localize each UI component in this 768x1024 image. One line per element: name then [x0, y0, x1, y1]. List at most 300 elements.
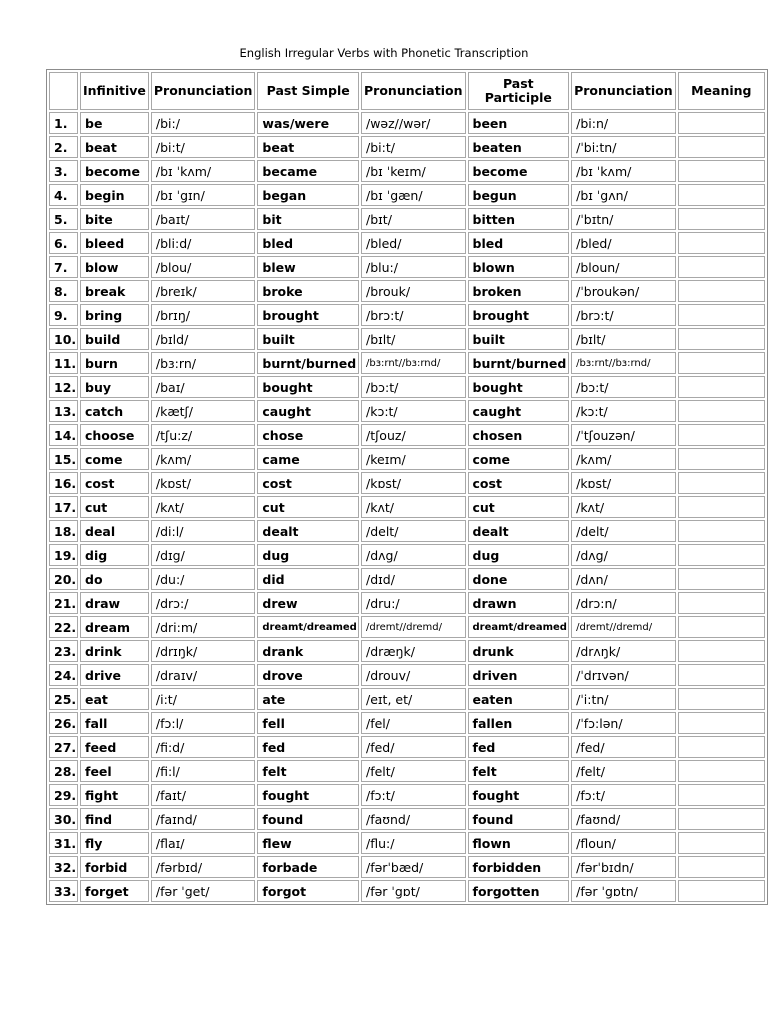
- cell-past-simple-pronunciation: /bɔ:t/: [361, 376, 466, 398]
- cell-past-participle: cost: [468, 472, 570, 494]
- table-row: [49, 784, 765, 806]
- cell-past-simple-pronunciation: /blu:/: [361, 256, 466, 278]
- table-row: [49, 280, 765, 302]
- cell-meaning: [678, 856, 765, 878]
- cell-past-simple-pronunciation: /bɪlt/: [361, 328, 466, 350]
- cell-infinitive-pronunciation: /bi:t/: [151, 136, 256, 158]
- cell-past-simple: bought: [257, 376, 359, 398]
- cell-past-simple-pronunciation: /dræŋk/: [361, 640, 466, 662]
- cell-infinitive-pronunciation: /fər ˈget/: [151, 880, 256, 902]
- cell-past-participle: chosen: [468, 424, 570, 446]
- cell-past-participle-pronunciation: /brɔ:t/: [571, 304, 676, 326]
- cell-past-participle-pronunciation: /kʌt/: [571, 496, 676, 518]
- cell-past-simple: drank: [257, 640, 359, 662]
- cell-meaning: [678, 424, 765, 446]
- cell-infinitive: find: [80, 808, 149, 830]
- cell-meaning: [678, 664, 765, 686]
- cell-past-simple-pronunciation: /kɒst/: [361, 472, 466, 494]
- cell-past-simple-pronunciation: /bɜ:rnt//bɜ:rnd/: [361, 352, 466, 374]
- cell-meaning: [678, 496, 765, 518]
- cell-row-number: 31.: [49, 832, 78, 854]
- cell-past-participle: fed: [468, 736, 570, 758]
- cell-past-participle: fought: [468, 784, 570, 806]
- cell-past-simple: cut: [257, 496, 359, 518]
- cell-past-simple-pronunciation: /fərˈbæd/: [361, 856, 466, 878]
- cell-meaning: [678, 400, 765, 422]
- header-number: [49, 72, 78, 110]
- cell-meaning: [678, 832, 765, 854]
- cell-past-participle: become: [468, 160, 570, 182]
- cell-infinitive: burn: [80, 352, 149, 374]
- cell-infinitive-pronunciation: /kʌm/: [151, 448, 256, 470]
- cell-past-simple-pronunciation: /faʊnd/: [361, 808, 466, 830]
- cell-past-simple: broke: [257, 280, 359, 302]
- table-row: [49, 640, 765, 662]
- cell-infinitive-pronunciation: /fərbɪd/: [151, 856, 256, 878]
- table-row: [49, 232, 765, 254]
- cell-past-simple-pronunciation: /bɪ ˈgæn/: [361, 184, 466, 206]
- cell-past-simple: built: [257, 328, 359, 350]
- cell-past-participle-pronunciation: /kʌm/: [571, 448, 676, 470]
- cell-past-simple-pronunciation: /bɪt/: [361, 208, 466, 230]
- cell-infinitive: dream: [80, 616, 149, 638]
- cell-past-simple: fought: [257, 784, 359, 806]
- cell-meaning: [678, 184, 765, 206]
- table-row: [49, 736, 765, 758]
- cell-meaning: [678, 880, 765, 902]
- cell-past-participle: built: [468, 328, 570, 350]
- cell-meaning: [678, 448, 765, 470]
- cell-row-number: 19.: [49, 544, 78, 566]
- cell-row-number: 15.: [49, 448, 78, 470]
- cell-row-number: 7.: [49, 256, 78, 278]
- header-past-simple-pronunciation: Pronunciation: [361, 72, 466, 110]
- cell-past-participle: blown: [468, 256, 570, 278]
- cell-past-simple: bled: [257, 232, 359, 254]
- cell-infinitive-pronunciation: /du:/: [151, 568, 256, 590]
- table-row: [49, 688, 765, 710]
- cell-past-participle: found: [468, 808, 570, 830]
- cell-past-participle-pronunciation: /dʌg/: [571, 544, 676, 566]
- cell-row-number: 21.: [49, 592, 78, 614]
- cell-past-participle-pronunciation: /faʊnd/: [571, 808, 676, 830]
- table-row: [49, 808, 765, 830]
- cell-meaning: [678, 160, 765, 182]
- cell-infinitive: deal: [80, 520, 149, 542]
- table-row: [49, 208, 765, 230]
- cell-infinitive-pronunciation: /brɪŋ/: [151, 304, 256, 326]
- cell-infinitive-pronunciation: /kɒst/: [151, 472, 256, 494]
- cell-row-number: 27.: [49, 736, 78, 758]
- table-row: [49, 472, 765, 494]
- cell-past-participle: broken: [468, 280, 570, 302]
- cell-past-participle-pronunciation: /bled/: [571, 232, 676, 254]
- table-row: [49, 568, 765, 590]
- cell-past-simple: came: [257, 448, 359, 470]
- cell-row-number: 5.: [49, 208, 78, 230]
- cell-past-participle-pronunciation: /ˈdrɪvən/: [571, 664, 676, 686]
- cell-meaning: [678, 520, 765, 542]
- cell-row-number: 4.: [49, 184, 78, 206]
- cell-past-participle-pronunciation: /fər ˈgɒtn/: [571, 880, 676, 902]
- cell-past-participle: driven: [468, 664, 570, 686]
- cell-past-participle-pronunciation: /ˈbi:tn/: [571, 136, 676, 158]
- cell-past-participle-pronunciation: /dremt//dremd/: [571, 616, 676, 638]
- cell-row-number: 33.: [49, 880, 78, 902]
- table-row: [49, 160, 765, 182]
- table-row: [49, 616, 765, 638]
- cell-past-simple: beat: [257, 136, 359, 158]
- cell-past-participle: forbidden: [468, 856, 570, 878]
- table-body: [49, 112, 765, 902]
- cell-meaning: [678, 304, 765, 326]
- table-row: [49, 424, 765, 446]
- cell-row-number: 2.: [49, 136, 78, 158]
- cell-past-participle: been: [468, 112, 570, 134]
- cell-infinitive-pronunciation: /kætʃ/: [151, 400, 256, 422]
- table-row: [49, 520, 765, 542]
- cell-past-simple: dealt: [257, 520, 359, 542]
- cell-past-participle-pronunciation: /bɪlt/: [571, 328, 676, 350]
- cell-past-simple: was/were: [257, 112, 359, 134]
- cell-infinitive-pronunciation: /drɪŋk/: [151, 640, 256, 662]
- header-past-participle: Past Participle: [468, 72, 570, 110]
- cell-infinitive: eat: [80, 688, 149, 710]
- table-row: [49, 760, 765, 782]
- cell-past-participle-pronunciation: /bɪ ˈkʌm/: [571, 160, 676, 182]
- cell-infinitive: break: [80, 280, 149, 302]
- cell-row-number: 9.: [49, 304, 78, 326]
- cell-row-number: 24.: [49, 664, 78, 686]
- cell-past-participle-pronunciation: /fɔ:t/: [571, 784, 676, 806]
- irregular-verbs-table: [47, 70, 767, 904]
- cell-row-number: 13.: [49, 400, 78, 422]
- cell-past-participle: dealt: [468, 520, 570, 542]
- cell-row-number: 30.: [49, 808, 78, 830]
- cell-past-participle-pronunciation: /felt/: [571, 760, 676, 782]
- cell-infinitive: feel: [80, 760, 149, 782]
- cell-past-simple: bit: [257, 208, 359, 230]
- cell-past-participle-pronunciation: /ˈfɔ:lən/: [571, 712, 676, 734]
- cell-past-simple-pronunciation: /kɔ:t/: [361, 400, 466, 422]
- cell-past-participle: bitten: [468, 208, 570, 230]
- cell-past-participle-pronunciation: /kɒst/: [571, 472, 676, 494]
- cell-infinitive-pronunciation: /baɪ/: [151, 376, 256, 398]
- cell-past-simple-pronunciation: /felt/: [361, 760, 466, 782]
- cell-past-simple-pronunciation: /dʌg/: [361, 544, 466, 566]
- cell-past-simple: chose: [257, 424, 359, 446]
- cell-infinitive-pronunciation: /drɔ:/: [151, 592, 256, 614]
- table-row: [49, 328, 765, 350]
- cell-infinitive-pronunciation: /i:t/: [151, 688, 256, 710]
- cell-past-simple-pronunciation: /fɔ:t/: [361, 784, 466, 806]
- cell-past-participle: caught: [468, 400, 570, 422]
- cell-past-participle: drunk: [468, 640, 570, 662]
- cell-past-participle: fallen: [468, 712, 570, 734]
- cell-infinitive-pronunciation: /blou/: [151, 256, 256, 278]
- cell-past-participle: cut: [468, 496, 570, 518]
- cell-infinitive: drive: [80, 664, 149, 686]
- cell-meaning: [678, 544, 765, 566]
- cell-past-simple-pronunciation: /fel/: [361, 712, 466, 734]
- cell-past-simple-pronunciation: /bled/: [361, 232, 466, 254]
- cell-past-participle-pronunciation: /dʌn/: [571, 568, 676, 590]
- cell-row-number: 12.: [49, 376, 78, 398]
- cell-infinitive-pronunciation: /bɜ:rn/: [151, 352, 256, 374]
- cell-past-participle: felt: [468, 760, 570, 782]
- table-header-row: [49, 72, 765, 110]
- cell-past-participle-pronunciation: /bi:n/: [571, 112, 676, 134]
- cell-past-participle: beaten: [468, 136, 570, 158]
- cell-row-number: 11.: [49, 352, 78, 374]
- header-infinitive-pronunciation: Pronunciation: [151, 72, 256, 110]
- header-infinitive: Infinitive: [80, 72, 149, 110]
- cell-meaning: [678, 736, 765, 758]
- cell-row-number: 22.: [49, 616, 78, 638]
- cell-infinitive: dig: [80, 544, 149, 566]
- cell-past-simple-pronunciation: /fed/: [361, 736, 466, 758]
- cell-past-simple: felt: [257, 760, 359, 782]
- cell-past-participle: burnt/burned: [468, 352, 570, 374]
- header-past-simple: Past Simple: [257, 72, 359, 110]
- cell-row-number: 6.: [49, 232, 78, 254]
- cell-past-simple: brought: [257, 304, 359, 326]
- cell-meaning: [678, 232, 765, 254]
- cell-infinitive: fall: [80, 712, 149, 734]
- cell-past-simple-pronunciation: /brɔ:t/: [361, 304, 466, 326]
- cell-infinitive: buy: [80, 376, 149, 398]
- cell-past-simple-pronunciation: /eɪt, et/: [361, 688, 466, 710]
- cell-meaning: [678, 328, 765, 350]
- cell-infinitive-pronunciation: /bli:d/: [151, 232, 256, 254]
- cell-past-simple-pronunciation: /brouk/: [361, 280, 466, 302]
- cell-past-participle: done: [468, 568, 570, 590]
- table-row: [49, 448, 765, 470]
- cell-past-simple-pronunciation: /wəz//wər/: [361, 112, 466, 134]
- cell-row-number: 25.: [49, 688, 78, 710]
- cell-meaning: [678, 688, 765, 710]
- table-row: [49, 856, 765, 878]
- cell-past-participle-pronunciation: /ˈi:tn/: [571, 688, 676, 710]
- table-row: [49, 256, 765, 278]
- cell-meaning: [678, 136, 765, 158]
- cell-past-simple-pronunciation: /dɪd/: [361, 568, 466, 590]
- cell-past-simple-pronunciation: /dru:/: [361, 592, 466, 614]
- cell-past-simple-pronunciation: /tʃouz/: [361, 424, 466, 446]
- cell-past-simple: did: [257, 568, 359, 590]
- cell-past-participle-pronunciation: /bloun/: [571, 256, 676, 278]
- cell-past-simple: blew: [257, 256, 359, 278]
- cell-meaning: [678, 784, 765, 806]
- cell-past-simple: burnt/burned: [257, 352, 359, 374]
- cell-row-number: 26.: [49, 712, 78, 734]
- cell-past-participle-pronunciation: /bɜ:rnt//bɜ:rnd/: [571, 352, 676, 374]
- cell-infinitive-pronunciation: /flaɪ/: [151, 832, 256, 854]
- cell-past-participle: dreamt/dreamed: [468, 616, 570, 638]
- cell-infinitive: bring: [80, 304, 149, 326]
- cell-infinitive: come: [80, 448, 149, 470]
- table-row: [49, 496, 765, 518]
- table-row: [49, 832, 765, 854]
- cell-meaning: [678, 472, 765, 494]
- table-row: [49, 376, 765, 398]
- cell-infinitive: forget: [80, 880, 149, 902]
- cell-past-participle-pronunciation: /ˈbɪtn/: [571, 208, 676, 230]
- cell-past-participle-pronunciation: /ˈbroukən/: [571, 280, 676, 302]
- table-row: [49, 184, 765, 206]
- cell-past-participle: dug: [468, 544, 570, 566]
- cell-past-participle: forgotten: [468, 880, 570, 902]
- cell-row-number: 29.: [49, 784, 78, 806]
- cell-row-number: 32.: [49, 856, 78, 878]
- cell-past-participle-pronunciation: /kɔ:t/: [571, 400, 676, 422]
- cell-infinitive: be: [80, 112, 149, 134]
- cell-meaning: [678, 352, 765, 374]
- cell-past-simple: forgot: [257, 880, 359, 902]
- cell-infinitive: do: [80, 568, 149, 590]
- cell-row-number: 16.: [49, 472, 78, 494]
- cell-past-participle: begun: [468, 184, 570, 206]
- cell-past-simple-pronunciation: /drouv/: [361, 664, 466, 686]
- cell-past-simple-pronunciation: /dremt//dremd/: [361, 616, 466, 638]
- cell-past-simple-pronunciation: /fər ˈgɒt/: [361, 880, 466, 902]
- cell-infinitive-pronunciation: /di:l/: [151, 520, 256, 542]
- cell-infinitive: become: [80, 160, 149, 182]
- cell-infinitive-pronunciation: /tʃu:z/: [151, 424, 256, 446]
- cell-past-participle: brought: [468, 304, 570, 326]
- cell-infinitive-pronunciation: /dɪg/: [151, 544, 256, 566]
- cell-infinitive: drink: [80, 640, 149, 662]
- cell-meaning: [678, 208, 765, 230]
- cell-past-simple: caught: [257, 400, 359, 422]
- cell-infinitive: feed: [80, 736, 149, 758]
- cell-infinitive: bleed: [80, 232, 149, 254]
- cell-past-simple-pronunciation: /bi:t/: [361, 136, 466, 158]
- cell-infinitive: draw: [80, 592, 149, 614]
- cell-infinitive-pronunciation: /bɪld/: [151, 328, 256, 350]
- cell-past-participle: bought: [468, 376, 570, 398]
- cell-past-simple-pronunciation: /bɪ ˈkeɪm/: [361, 160, 466, 182]
- cell-infinitive: choose: [80, 424, 149, 446]
- cell-infinitive: forbid: [80, 856, 149, 878]
- cell-past-participle-pronunciation: /fərˈbɪdn/: [571, 856, 676, 878]
- table-row: [49, 880, 765, 902]
- cell-past-participle-pronunciation: /floun/: [571, 832, 676, 854]
- cell-row-number: 1.: [49, 112, 78, 134]
- cell-meaning: [678, 592, 765, 614]
- cell-past-simple-pronunciation: /kʌt/: [361, 496, 466, 518]
- cell-infinitive-pronunciation: /draɪv/: [151, 664, 256, 686]
- table-row: [49, 112, 765, 134]
- cell-infinitive: build: [80, 328, 149, 350]
- cell-row-number: 20.: [49, 568, 78, 590]
- table-row: [49, 136, 765, 158]
- cell-meaning: [678, 256, 765, 278]
- cell-past-participle-pronunciation: /bɔ:t/: [571, 376, 676, 398]
- cell-past-simple: cost: [257, 472, 359, 494]
- cell-row-number: 23.: [49, 640, 78, 662]
- table-row: [49, 400, 765, 422]
- cell-past-simple: ate: [257, 688, 359, 710]
- cell-past-participle-pronunciation: /bɪ ˈgʌn/: [571, 184, 676, 206]
- cell-infinitive: bite: [80, 208, 149, 230]
- cell-infinitive-pronunciation: /kʌt/: [151, 496, 256, 518]
- cell-past-simple: fed: [257, 736, 359, 758]
- cell-past-simple: drove: [257, 664, 359, 686]
- cell-past-simple-pronunciation: /flu:/: [361, 832, 466, 854]
- cell-infinitive-pronunciation: /fi:d/: [151, 736, 256, 758]
- table-row: [49, 352, 765, 374]
- cell-meaning: [678, 616, 765, 638]
- cell-past-participle: drawn: [468, 592, 570, 614]
- cell-infinitive-pronunciation: /bi:/: [151, 112, 256, 134]
- cell-past-simple: fell: [257, 712, 359, 734]
- cell-row-number: 28.: [49, 760, 78, 782]
- cell-infinitive: catch: [80, 400, 149, 422]
- table-row: [49, 664, 765, 686]
- cell-past-simple: forbade: [257, 856, 359, 878]
- table-row: [49, 712, 765, 734]
- cell-past-participle: flown: [468, 832, 570, 854]
- cell-infinitive: blow: [80, 256, 149, 278]
- cell-past-participle: come: [468, 448, 570, 470]
- cell-row-number: 3.: [49, 160, 78, 182]
- cell-past-simple-pronunciation: /delt/: [361, 520, 466, 542]
- cell-past-participle-pronunciation: /ˈtʃouzən/: [571, 424, 676, 446]
- cell-infinitive-pronunciation: /baɪt/: [151, 208, 256, 230]
- cell-past-simple: became: [257, 160, 359, 182]
- cell-infinitive: fly: [80, 832, 149, 854]
- cell-infinitive: begin: [80, 184, 149, 206]
- cell-meaning: [678, 112, 765, 134]
- cell-past-simple: flew: [257, 832, 359, 854]
- cell-past-simple: began: [257, 184, 359, 206]
- cell-past-participle: bled: [468, 232, 570, 254]
- cell-infinitive-pronunciation: /faɪnd/: [151, 808, 256, 830]
- cell-row-number: 14.: [49, 424, 78, 446]
- cell-row-number: 18.: [49, 520, 78, 542]
- header-meaning: Meaning: [678, 72, 765, 110]
- cell-past-simple: drew: [257, 592, 359, 614]
- cell-past-participle: eaten: [468, 688, 570, 710]
- cell-row-number: 10.: [49, 328, 78, 350]
- cell-infinitive-pronunciation: /dri:m/: [151, 616, 256, 638]
- cell-past-simple-pronunciation: /keɪm/: [361, 448, 466, 470]
- cell-infinitive-pronunciation: /faɪt/: [151, 784, 256, 806]
- cell-meaning: [678, 568, 765, 590]
- cell-row-number: 8.: [49, 280, 78, 302]
- cell-infinitive-pronunciation: /fi:l/: [151, 760, 256, 782]
- cell-meaning: [678, 280, 765, 302]
- cell-past-participle-pronunciation: /drɔ:n/: [571, 592, 676, 614]
- table-row: [49, 592, 765, 614]
- cell-infinitive-pronunciation: /breɪk/: [151, 280, 256, 302]
- cell-infinitive-pronunciation: /fɔ:l/: [151, 712, 256, 734]
- table-row: [49, 304, 765, 326]
- cell-past-participle-pronunciation: /fed/: [571, 736, 676, 758]
- page-title: English Irregular Verbs with Phonetic Transcription: [239, 46, 529, 60]
- cell-past-participle-pronunciation: /drʌŋk/: [571, 640, 676, 662]
- cell-infinitive: beat: [80, 136, 149, 158]
- cell-meaning: [678, 712, 765, 734]
- cell-past-participle-pronunciation: /delt/: [571, 520, 676, 542]
- cell-past-simple: dreamt/dreamed: [257, 616, 359, 638]
- cell-past-simple: found: [257, 808, 359, 830]
- cell-past-simple: dug: [257, 544, 359, 566]
- cell-infinitive-pronunciation: /bɪ ˈgɪn/: [151, 184, 256, 206]
- cell-row-number: 17.: [49, 496, 78, 518]
- header-past-participle-pronunciation: Pronunciation: [571, 72, 676, 110]
